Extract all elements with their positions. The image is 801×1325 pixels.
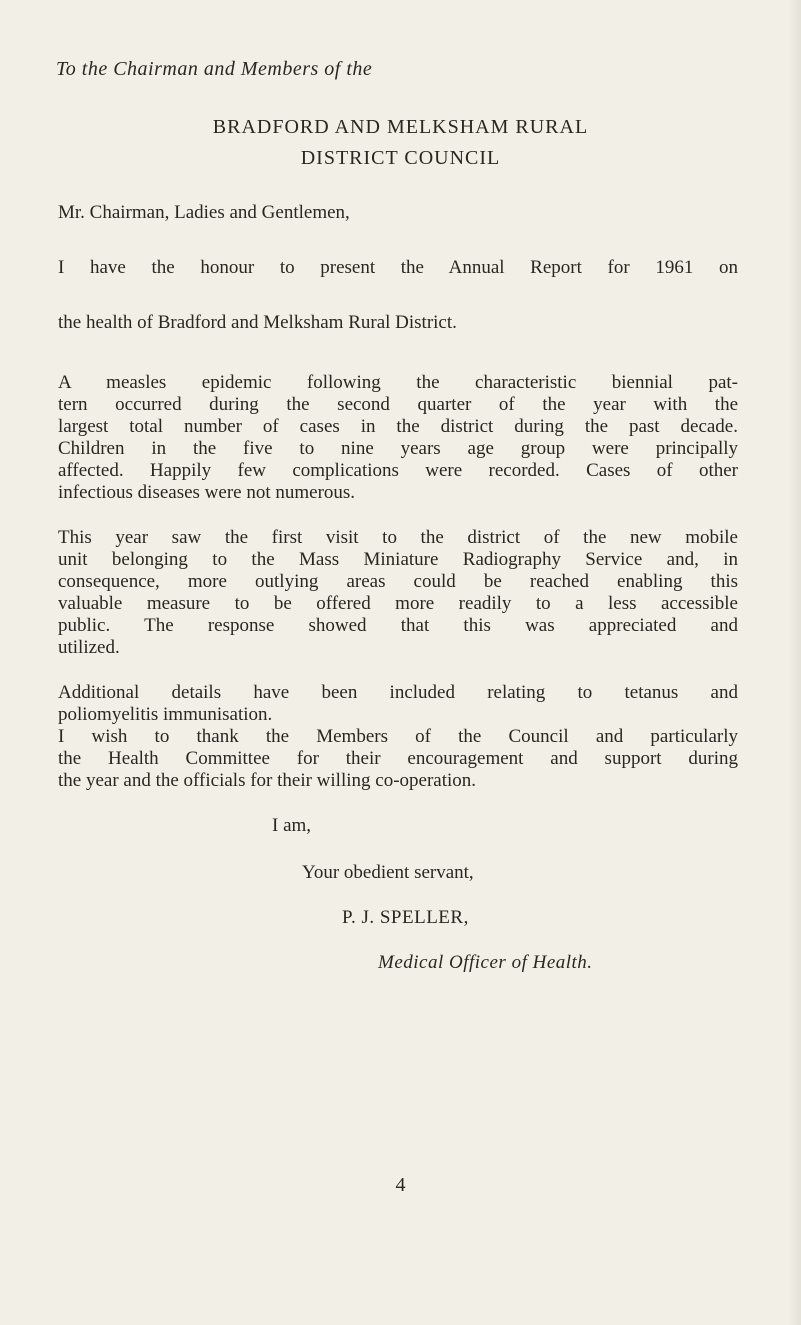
measles-line-1: A measles epidemic following the characteristic biennial pat- bbox=[58, 372, 738, 393]
measles-line-5: affected. Happily few complications were recorded. Cases of other bbox=[58, 460, 738, 481]
page-number: 4 bbox=[395, 1174, 406, 1196]
additional-line-1: Additional details have been included relating to tetanus and bbox=[58, 682, 738, 703]
salutation: To the Chairman and Members of the bbox=[56, 58, 373, 80]
radiography-line-6: utilized. bbox=[58, 637, 120, 658]
thanks-line-3: the year and the officials for their willing co-operation. bbox=[58, 770, 477, 791]
paragraph-measles bbox=[58, 372, 738, 504]
measles-line-2: tern occurred during the second quarter of the year with the bbox=[58, 394, 738, 415]
radiography-line-3: consequence, more outlying areas could be reached enabling this bbox=[58, 571, 738, 592]
council-name-line-2: DISTRICT COUNCIL bbox=[300, 147, 501, 169]
thanks-line-1: I wish to thank the Members of the Council and particularly bbox=[58, 726, 738, 747]
intro-line-1: I have the honour to present the Annual Report for 1961 on bbox=[58, 257, 738, 278]
radiography-line-2: unit belonging to the Mass Miniature Radiography Service and, in bbox=[58, 549, 738, 570]
council-name-line-1: BRADFORD AND MELKSHAM RURAL bbox=[212, 116, 589, 138]
additional-line-2: poliomyelitis immunisation. bbox=[58, 704, 273, 725]
paragraph-radiography bbox=[58, 527, 738, 659]
radiography-line-1: This year saw the first visit to the district of the new mobile bbox=[58, 527, 738, 548]
intro-line-2: the health of Bradford and Melksham Rural District. bbox=[58, 312, 457, 333]
radiography-line-5: public. The response showed that this was appreciated and bbox=[58, 615, 738, 636]
measles-line-6: infectious diseases were not numerous. bbox=[58, 482, 356, 503]
closing-i-am: I am, bbox=[272, 815, 312, 836]
greeting: Mr. Chairman, Ladies and Gentlemen, bbox=[58, 202, 350, 223]
measles-line-3: largest total number of cases in the district during the past decade. bbox=[58, 416, 738, 437]
signatory-title: Medical Officer of Health. bbox=[378, 952, 593, 973]
page-edge-shadow bbox=[787, 0, 801, 1325]
radiography-line-4: valuable measure to be offered more readily to a less accessible bbox=[58, 593, 738, 614]
measles-line-4: Children in the five to nine years age group were principally bbox=[58, 438, 738, 459]
paragraph-additional bbox=[58, 682, 738, 726]
closing-servant: Your obedient servant, bbox=[302, 862, 474, 883]
paragraph-thanks bbox=[58, 726, 738, 792]
signatory-name: P. J. SPELLER, bbox=[342, 907, 469, 928]
thanks-line-2: the Health Committee for their encouragement and support during bbox=[58, 748, 738, 769]
